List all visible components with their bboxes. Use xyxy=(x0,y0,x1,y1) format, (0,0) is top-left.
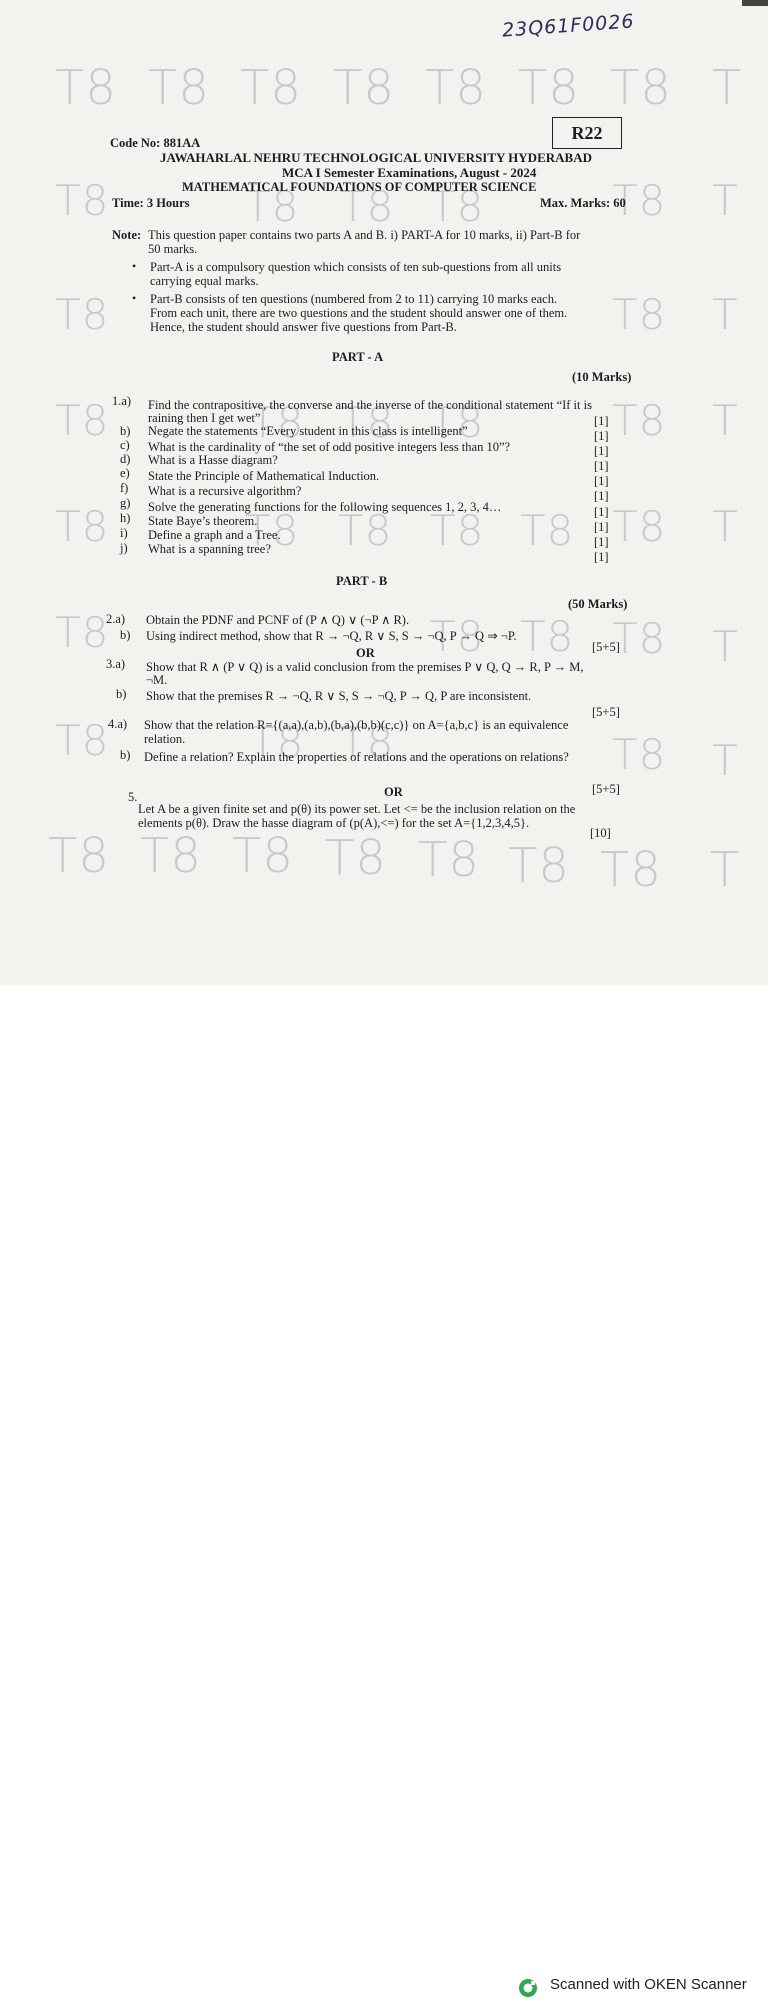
question-number: d) xyxy=(120,452,131,466)
watermark: T8 xyxy=(612,290,667,339)
question-text: Define a relation? Explain the properties of relations and the operations on relations? xyxy=(144,750,569,764)
watermark: T8 xyxy=(325,830,387,886)
watermark: T8 xyxy=(610,60,672,116)
question-number: g) xyxy=(120,496,131,510)
watermark: T xyxy=(712,622,739,671)
question-text: State the Principle of Mathematical Induction. xyxy=(148,469,380,483)
question-text: Obtain the PDNF and PCNF of (P ∧ Q) ∨ (¬P ∧ R). xyxy=(146,613,410,627)
bullet-dot: • xyxy=(132,291,137,305)
or-divider: OR xyxy=(384,785,403,799)
question-text: Show that the relation R={(a,a),(a,b),(b,a),(b,b)(c,c)} on A={a,b,c} is an equivalence xyxy=(144,718,569,732)
exam-time: Time: 3 Hours xyxy=(112,196,190,210)
question-text: ¬M. xyxy=(146,673,168,687)
question-text: State Baye’s theorem. xyxy=(148,514,258,528)
question-text: What is a spanning tree? xyxy=(148,542,271,556)
question-number: c) xyxy=(120,438,130,452)
watermark: T8 xyxy=(338,506,393,555)
watermark: T8 xyxy=(430,182,485,231)
question-number: 3.a) xyxy=(106,657,126,671)
note-line: This question paper contains two parts A and B. i) PART-A for 10 marks, ii) Part-B for xyxy=(148,228,581,242)
watermark: T8 xyxy=(612,176,667,225)
question-number: b) xyxy=(120,424,131,438)
question-number: 5. xyxy=(128,790,138,804)
question-mark: [1] xyxy=(594,429,609,443)
scanner-footer xyxy=(0,985,768,1993)
note-bullet: Part-A is a compulsory question which consists of ten sub-questions from all units xyxy=(150,260,562,274)
question-text: Show that the premises R → ¬Q, R ∨ S, S → ¬Q, P → Q, P are inconsistent. xyxy=(146,689,532,703)
regulation-box: R22 xyxy=(552,117,622,149)
watermark: T8 xyxy=(250,718,305,767)
watermark: T8 xyxy=(55,396,110,445)
question-mark: [1] xyxy=(594,550,609,564)
subject-title: MATHEMATICAL FOUNDATIONS OF COMPUTER SCIENCE xyxy=(182,180,537,194)
bullet-dot: • xyxy=(132,259,137,273)
question-text: Negate the statements “Every student in this class is intelligent” xyxy=(148,424,468,438)
watermark: T8 xyxy=(612,502,667,551)
question-mark: [1] xyxy=(594,535,609,549)
watermark: T8 xyxy=(333,60,395,116)
watermark: T8 xyxy=(340,398,395,447)
watermark: T8 xyxy=(55,502,110,551)
watermark: T xyxy=(712,736,739,785)
roll-number: 23Q61F0026 xyxy=(501,10,636,42)
watermark: T8 xyxy=(55,716,110,765)
watermark: T8 xyxy=(340,718,395,767)
question-mark: [1] xyxy=(594,444,609,458)
question-text: Define a graph and a Tree. xyxy=(148,528,281,542)
watermark: T8 xyxy=(518,60,580,116)
watermark: T8 xyxy=(430,506,485,555)
note-label: Note: xyxy=(112,228,142,242)
question-mark: [1] xyxy=(594,489,609,503)
question-number: 1.a) xyxy=(112,394,132,408)
watermark: T xyxy=(712,60,743,116)
watermark: T8 xyxy=(600,842,662,898)
watermark: T8 xyxy=(612,614,667,663)
watermark: T8 xyxy=(520,612,575,661)
watermark: T8 xyxy=(232,828,294,884)
scanner-watermark: Scanned with OKEN Scanner xyxy=(550,1976,747,1993)
watermark: T8 xyxy=(418,832,480,888)
note-bullet: carrying equal marks. xyxy=(150,274,259,288)
or-divider: OR xyxy=(356,646,375,660)
question-number: j) xyxy=(120,541,128,555)
watermark: T8 xyxy=(55,60,117,116)
question-number: i) xyxy=(120,526,128,540)
question-number: b) xyxy=(116,687,127,701)
question-text: elements p(θ). Draw the hasse diagram of (p(A),<=) for the set A={1,2,3,4,5}. xyxy=(138,816,530,830)
question-number: 2.a) xyxy=(106,612,126,626)
watermark: T xyxy=(710,842,741,898)
watermark: T8 xyxy=(250,398,305,447)
question-mark: [1] xyxy=(594,520,609,534)
watermark: T xyxy=(712,176,739,225)
watermark: T xyxy=(712,396,739,445)
watermark: T8 xyxy=(55,176,110,225)
question-mark: [5+5] xyxy=(592,782,620,796)
question-text: Solve the generating functions for the following sequences 1, 2, 3, 4… xyxy=(148,500,502,514)
code-number: Code No: 881AA xyxy=(110,136,201,150)
question-mark: [1] xyxy=(594,505,609,519)
watermark: T8 xyxy=(520,506,575,555)
watermark: T8 xyxy=(55,608,110,657)
question-mark: [5+5] xyxy=(592,640,620,654)
question-mark: [10] xyxy=(590,826,611,840)
part-a-title: PART - A xyxy=(332,350,384,364)
watermark: T8 xyxy=(508,838,570,894)
watermark: T8 xyxy=(340,182,395,231)
watermark: T8 xyxy=(425,60,487,116)
watermark: T8 xyxy=(140,828,202,884)
question-mark: [1] xyxy=(594,459,609,473)
question-number: h) xyxy=(120,511,131,525)
question-paper-sheet xyxy=(0,0,768,985)
question-text: What is a Hasse diagram? xyxy=(148,453,278,467)
watermark: T8 xyxy=(48,828,110,884)
watermark: T8 xyxy=(430,612,485,661)
watermark: T8 xyxy=(240,60,302,116)
question-mark: [1] xyxy=(594,474,609,488)
oken-scanner-icon xyxy=(518,1978,538,1998)
question-number: b) xyxy=(120,628,131,642)
question-text: Show that R ∧ (P ∨ Q) is a valid conclusion from the premises P ∨ Q, Q → R, P → M, xyxy=(146,660,584,674)
watermark: T xyxy=(712,502,739,551)
question-text: Using indirect method, show that R → ¬Q, R ∨ S, S → ¬Q, P → Q ⇒ ¬P. xyxy=(146,629,517,643)
page-corner-mark xyxy=(742,0,768,6)
question-number: e) xyxy=(120,466,130,480)
question-mark: [1] xyxy=(594,414,609,428)
exam-title: MCA I Semester Examinations, August - 2024 xyxy=(282,165,537,180)
part-a-marks: (10 Marks) xyxy=(572,370,632,384)
watermark: T8 xyxy=(612,396,667,445)
max-marks: Max. Marks: 60 xyxy=(540,196,626,210)
watermark: T8 xyxy=(612,730,667,779)
question-number: 4.a) xyxy=(108,717,128,731)
watermark: T8 xyxy=(245,182,300,231)
part-b-marks: (50 Marks) xyxy=(568,597,628,611)
note-bullet: From each unit, there are two questions and the student should answer one of them. xyxy=(150,306,568,320)
question-text: raining then I get wet” xyxy=(148,411,261,425)
note-bullet: Part-B consists of ten questions (numbered from 2 to 11) carrying 10 marks each. xyxy=(150,292,558,306)
question-text: What is the cardinality of “the set of odd positive integers less than 10”? xyxy=(148,440,511,454)
note-line: 50 marks. xyxy=(148,242,198,256)
question-text: Find the contrapositive, the converse and the inverse of the conditional statement “If it is xyxy=(148,398,592,412)
watermark: T xyxy=(712,290,739,339)
watermark: T8 xyxy=(55,290,110,339)
question-text: relation. xyxy=(144,732,186,746)
note-bullet: Hence, the student should answer five questions from Part-B. xyxy=(150,320,457,334)
watermark: T8 xyxy=(245,506,300,555)
question-mark: [5+5] xyxy=(592,705,620,719)
watermark: T8 xyxy=(430,398,485,447)
university-name: JAWAHARLAL NEHRU TECHNOLOGICAL UNIVERSITY HYDERABAD xyxy=(160,150,592,165)
part-b-title: PART - B xyxy=(336,574,388,588)
question-text: What is a recursive algorithm? xyxy=(148,484,302,498)
question-number: b) xyxy=(120,748,131,762)
question-number: f) xyxy=(120,481,129,495)
question-text: Let A be a given finite set and p(θ) its power set. Let <= be the inclusion relation on the xyxy=(138,802,576,816)
watermark: T8 xyxy=(148,60,210,116)
